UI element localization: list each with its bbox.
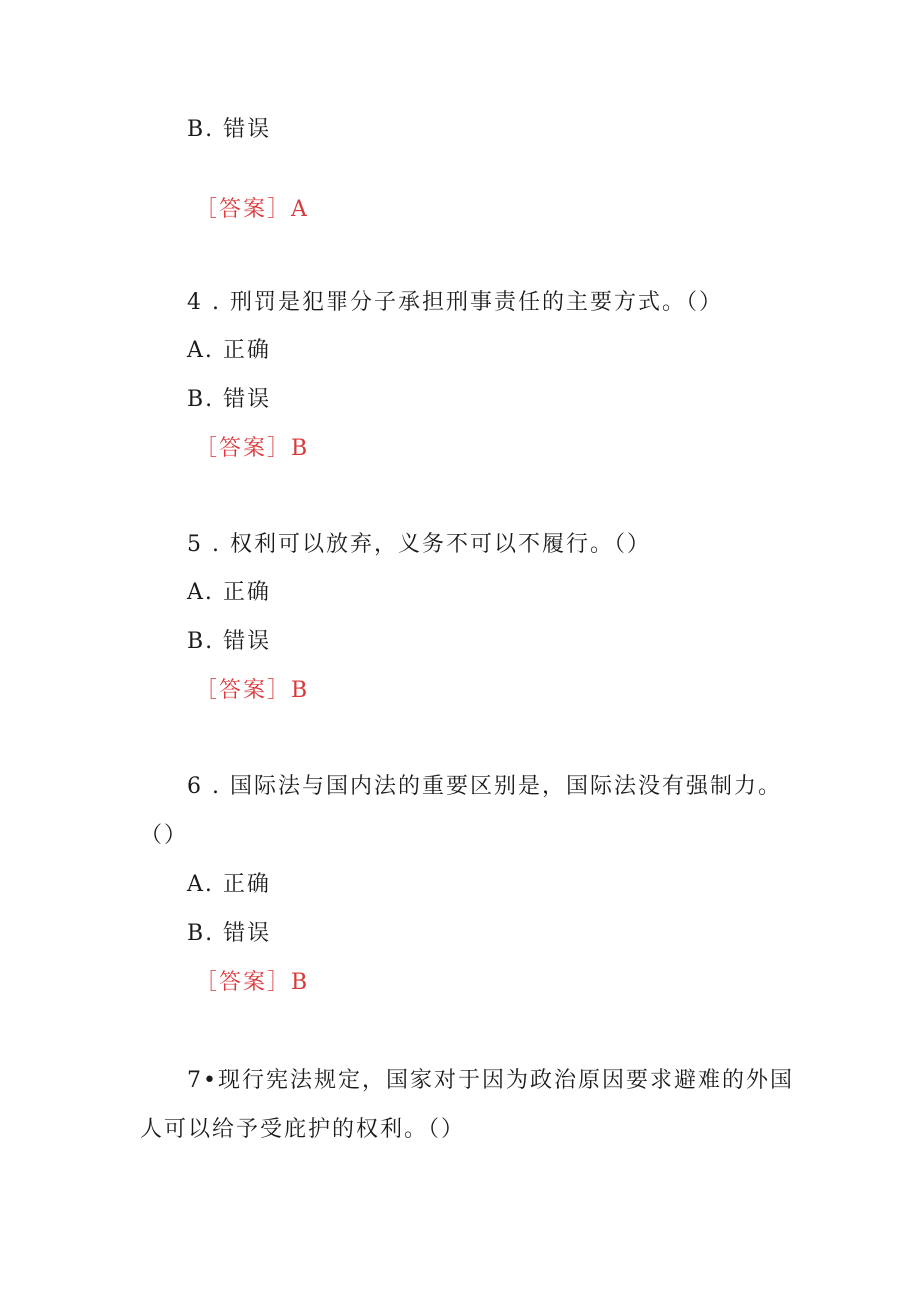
question-5-text: 5 . 权利可以放弃，义务不可以不履行。（） <box>187 532 651 557</box>
question-6-text-continued: （） <box>140 823 189 848</box>
question-7-text: 7•现行宪法规定，国家对于因为政治原因要求避难的外国 <box>187 1068 794 1093</box>
question-4-option-b: B. 错误 <box>187 387 272 412</box>
question-7-text-continued: 人可以给予受庇护的权利。（） <box>140 1117 466 1142</box>
answer-prev: ［答案］A <box>195 197 309 222</box>
question-4-text: 4 . 刑罚是犯罪分子承担刑事责任的主要方式。（） <box>187 290 723 315</box>
question-6-text: 6 . 国际法与国内法的重要区别是，国际法没有强制力。 <box>187 774 782 799</box>
question-5-option-a: A. 正确 <box>187 580 271 605</box>
question-6-option-b: B. 错误 <box>187 921 272 946</box>
question-4-answer: ［答案］B <box>195 436 310 461</box>
question-6-answer: ［答案］B <box>195 970 310 995</box>
option-b-prev: B. 错误 <box>187 117 272 142</box>
question-5-answer: ［答案］B <box>195 678 310 703</box>
question-6-option-a: A. 正确 <box>187 872 271 897</box>
question-4-option-a: A. 正确 <box>187 338 271 363</box>
question-5-option-b: B. 错误 <box>187 629 272 654</box>
